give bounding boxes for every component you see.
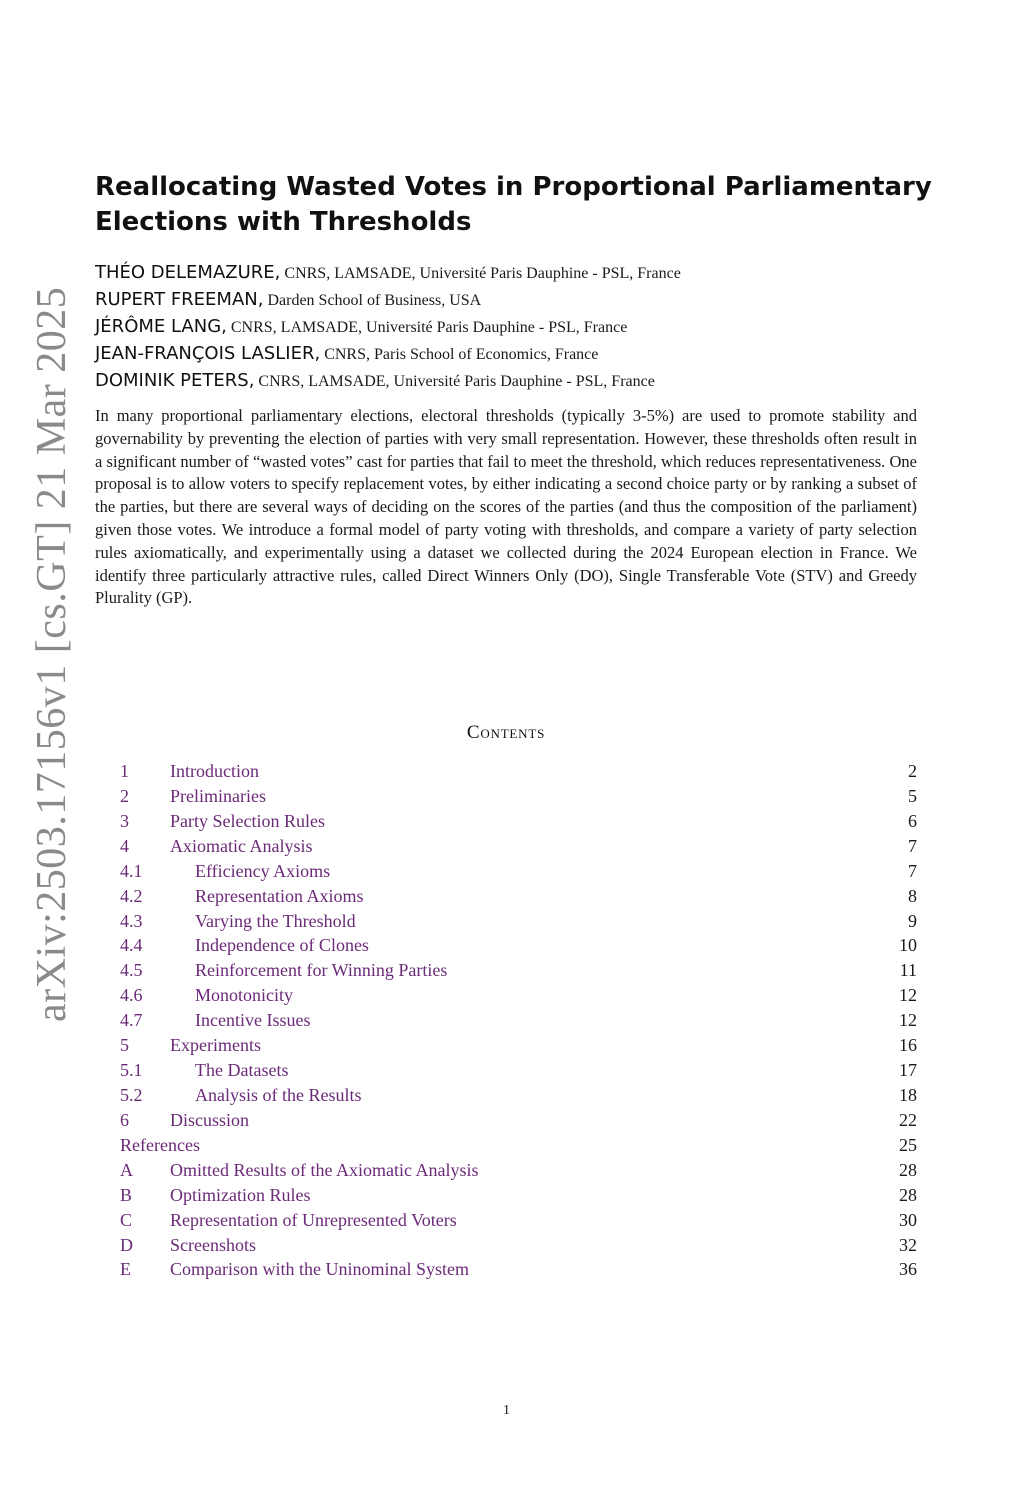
toc-entry[interactable] (120, 909, 917, 934)
toc-entry[interactable] (120, 1233, 917, 1258)
toc-page-number: 32 (899, 1234, 917, 1255)
toc-title-link[interactable]: Screenshots (170, 1234, 256, 1255)
toc-number: 3 (120, 810, 129, 831)
paper-title: Reallocating Wasted Votes in Proportional Parliamentary Elections with Thresholds (95, 172, 932, 237)
toc-page-number: 36 (899, 1259, 917, 1280)
toc-title-link[interactable]: Analysis of the Results (195, 1084, 362, 1105)
table-of-contents (120, 759, 917, 1282)
toc-entry[interactable] (120, 834, 917, 859)
toc-number: C (120, 1209, 133, 1230)
toc-number: E (120, 1259, 131, 1280)
toc-title-link[interactable]: References (120, 1134, 200, 1155)
toc-number: 5 (120, 1035, 129, 1056)
contents-heading: Contents (466, 722, 546, 743)
toc-number: 4.6 (120, 985, 143, 1006)
toc-number: 4.4 (120, 935, 143, 956)
toc-page-number: 5 (908, 785, 917, 806)
toc-page-number: 12 (899, 1010, 917, 1031)
toc-page-number: 25 (899, 1134, 917, 1155)
toc-entry[interactable] (120, 1108, 917, 1133)
toc-title-link[interactable]: Comparison with the Uninominal System (170, 1259, 469, 1280)
toc-entry[interactable] (120, 809, 917, 834)
toc-number: B (120, 1184, 133, 1205)
toc-title-link[interactable]: Omitted Results of the Axiomatic Analysis (170, 1159, 479, 1180)
author-name: JEAN-FRANÇOIS LASLIER, (95, 343, 321, 364)
toc-entry[interactable] (120, 983, 917, 1008)
toc-entry[interactable] (120, 1008, 917, 1033)
toc-title-link[interactable]: Axiomatic Analysis (170, 835, 313, 856)
author-affiliation: CNRS, LAMSADE, Université Paris Dauphine - PSL, France (254, 373, 655, 390)
author-entry (95, 340, 925, 367)
toc-entry[interactable] (120, 1257, 917, 1282)
toc-entry[interactable] (120, 759, 917, 784)
author-entry (95, 313, 925, 340)
toc-title-link[interactable]: Optimization Rules (170, 1184, 311, 1205)
toc-number: 1 (120, 761, 129, 781)
toc-page-number: 7 (908, 835, 917, 856)
toc-title-link[interactable]: Preliminaries (170, 785, 266, 806)
toc-entry[interactable] (120, 1083, 917, 1108)
toc-page-number: 9 (908, 910, 917, 931)
toc-page-number: 6 (908, 810, 917, 831)
toc-entry[interactable] (120, 933, 917, 958)
author-affiliation: CNRS, LAMSADE, Université Paris Dauphine - PSL, France (280, 265, 681, 282)
toc-page-number: 11 (899, 960, 917, 981)
toc-page-number: 8 (908, 885, 917, 906)
toc-page-number: 7 (908, 860, 917, 881)
toc-number: 5.2 (120, 1084, 143, 1105)
toc-title-link[interactable]: Party Selection Rules (170, 810, 325, 831)
toc-entry[interactable] (120, 958, 917, 983)
toc-title-link[interactable]: Varying the Threshold (195, 910, 356, 931)
page-number: 1 (503, 1403, 510, 1418)
toc-entry[interactable] (120, 1183, 917, 1208)
toc-page-number: 2 (908, 761, 917, 781)
toc-title-link[interactable]: Monotonicity (195, 985, 293, 1006)
toc-entry[interactable] (120, 1208, 917, 1233)
toc-title-link[interactable]: Discussion (170, 1109, 250, 1130)
author-name: THÉO DELEMAZURE, (95, 262, 281, 283)
toc-number: 4.7 (120, 1010, 143, 1031)
toc-entry[interactable] (120, 884, 917, 909)
toc-number: 4 (120, 835, 129, 856)
toc-number: 4.1 (120, 860, 143, 881)
toc-entry[interactable] (120, 859, 917, 884)
author-entry (95, 367, 925, 394)
toc-page-number: 28 (899, 1184, 917, 1205)
author-entry (95, 259, 925, 286)
toc-title-link[interactable]: The Datasets (195, 1060, 289, 1081)
toc-title-link[interactable]: Incentive Issues (195, 1010, 311, 1031)
arxiv-identifier-stamp: arXiv:2503.17156v1 [cs.GT] 21 Mar 2025 (29, 286, 75, 1022)
toc-title-link[interactable]: Efficiency Axioms (195, 860, 331, 881)
toc-entry[interactable] (120, 784, 917, 809)
toc-page-number: 28 (899, 1159, 917, 1180)
toc-page-number: 22 (899, 1109, 917, 1130)
toc-number: 4.5 (120, 960, 143, 981)
toc-number: D (120, 1234, 133, 1255)
toc-page-number: 12 (899, 985, 917, 1006)
author-affiliation: Darden School of Business, USA (263, 292, 482, 309)
toc-page-number: 16 (899, 1035, 917, 1056)
toc-title-link[interactable]: Experiments (170, 1035, 261, 1056)
toc-title-link[interactable]: Introduction (170, 761, 259, 781)
toc-page-number: 17 (899, 1060, 917, 1081)
toc-entry[interactable] (120, 1033, 917, 1058)
toc-title-link[interactable]: Independence of Clones (195, 935, 369, 956)
toc-title-link[interactable]: Representation of Unrepresented Voters (170, 1209, 457, 1230)
author-list (95, 259, 925, 394)
author-entry (95, 286, 925, 313)
toc-number: 2 (120, 785, 129, 806)
abstract: In many proportional parliamentary elections, electoral thresholds (typically 3-5%) are used to promote stability and governability by preventing the election of parties with very small representation. However, these thresholds often result in a significant number of “wasted votes” cast for parties that fail to meet the threshold, which reduces representativeness. One proposal is to allow voters to specify replacement votes, by either indicating a second choice party or by ranking a subset of the parties, but there are several ways of deciding on the scores of the parties (and thus the composition of the parliament) given those votes. We introduce a formal model of party voting with thresholds, and compare a variety of party selection rules axiomatically, and experimentally using a dataset we collected during the 2024 European election in France. We identify three particularly attractive rules, called Direct Winners Only (DO), Single Transferable Vote (STV) and Greedy Plurality (GP). (95, 406, 917, 608)
toc-title-link[interactable]: Reinforcement for Winning Parties (195, 960, 448, 981)
toc-title-link[interactable]: Representation Axioms (195, 885, 364, 906)
toc-page-number: 10 (899, 935, 917, 956)
toc-number: 5.1 (120, 1060, 143, 1081)
toc-number: A (120, 1159, 133, 1180)
author-name: DOMINIK PETERS, (95, 370, 255, 391)
author-name: JÉRÔME LANG, (95, 316, 227, 337)
toc-entry[interactable] (120, 1058, 917, 1083)
toc-page-number: 18 (899, 1084, 917, 1105)
author-affiliation: CNRS, LAMSADE, Université Paris Dauphine - PSL, France (226, 319, 628, 336)
toc-number: 4.3 (120, 910, 143, 931)
toc-number: 6 (120, 1109, 129, 1130)
author-affiliation: CNRS, Paris School of Economics, France (320, 346, 599, 363)
toc-entry[interactable] (120, 1133, 917, 1158)
author-name: RUPERT FREEMAN, (95, 289, 264, 310)
toc-entry[interactable] (120, 1158, 917, 1183)
toc-page-number: 30 (899, 1209, 917, 1230)
toc-number: 4.2 (120, 885, 143, 906)
